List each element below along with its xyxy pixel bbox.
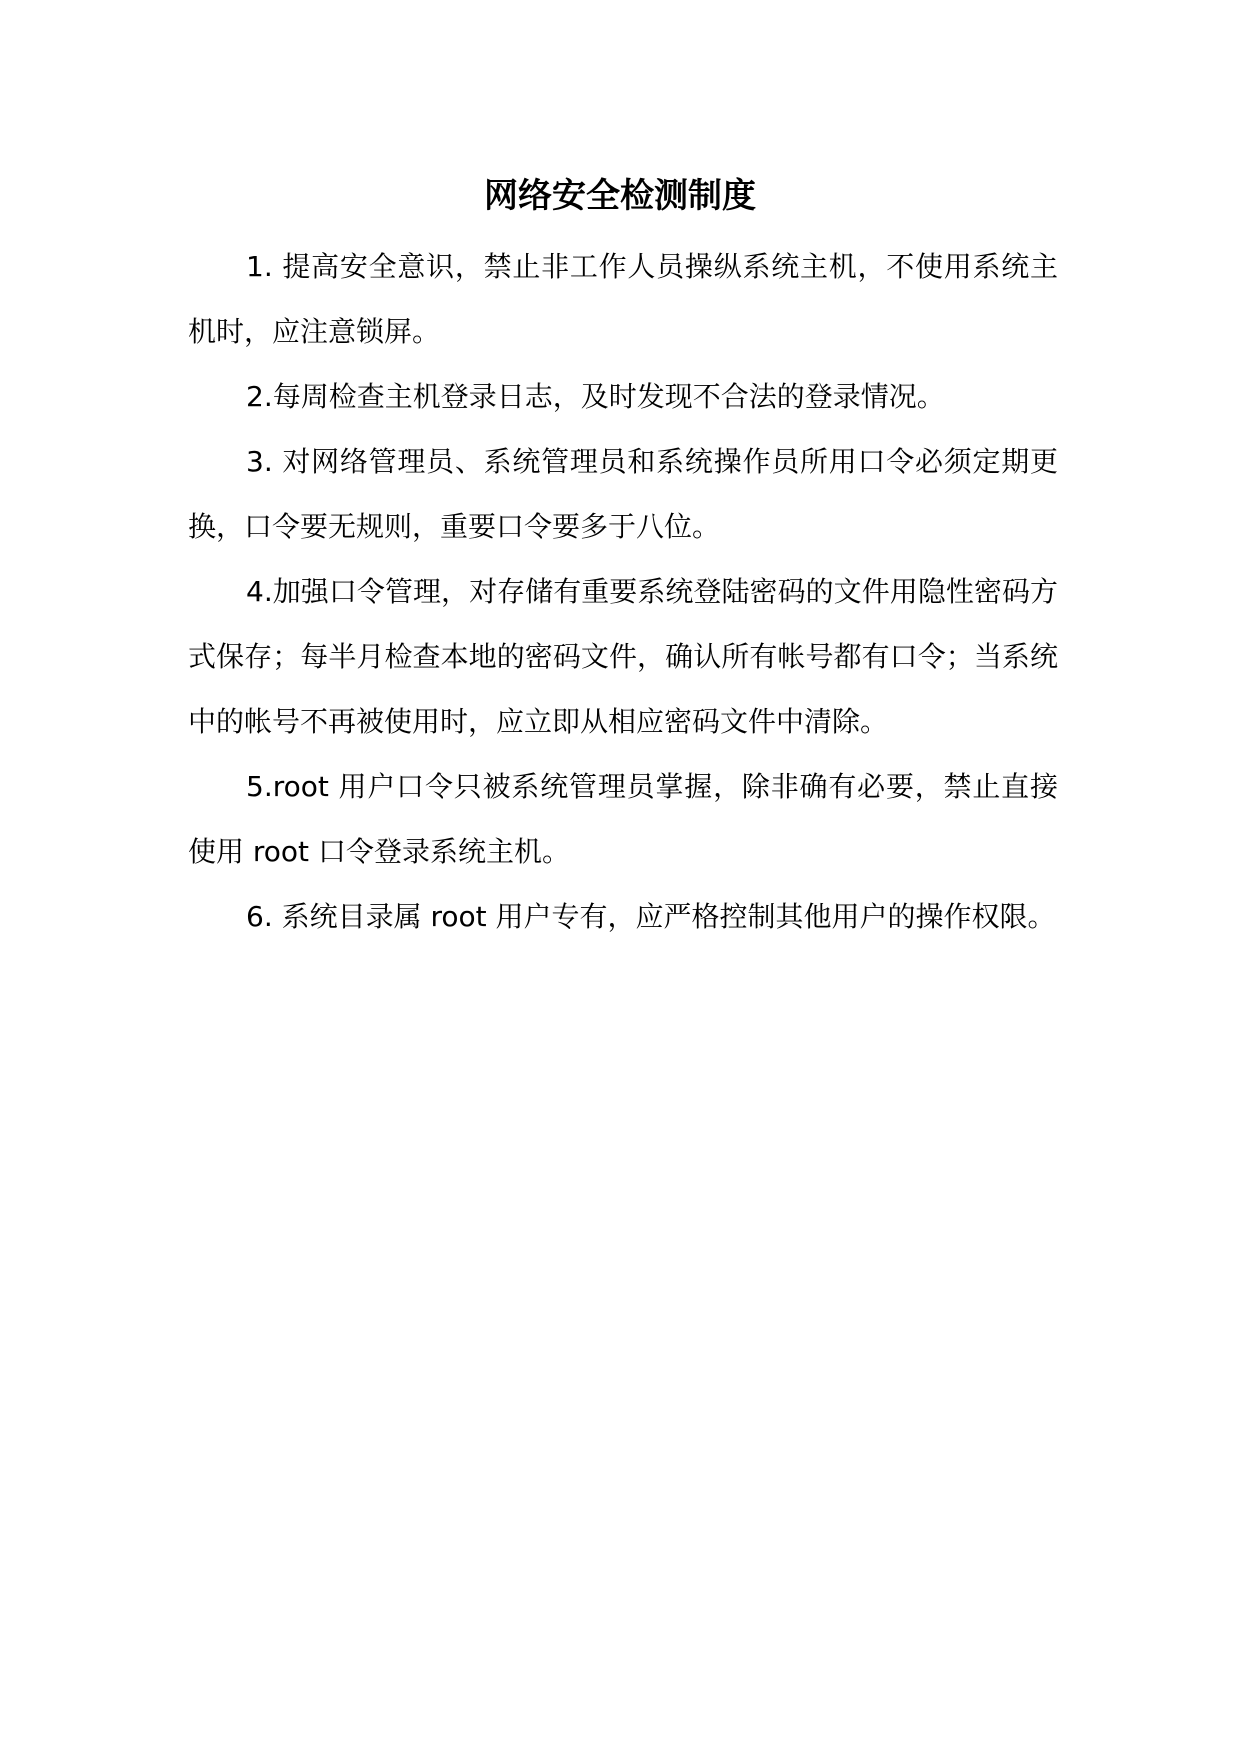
document-title: 网络安全检测制度 xyxy=(484,176,756,216)
paragraph-6: 6. 系统目录属 root 用户专有，应严格控制其他用户的操作权限。 xyxy=(246,900,1056,933)
document-body xyxy=(188,234,1058,949)
paragraph-5: 5.root 用户口令只被系统管理员掌握，除非确有必要，禁止直接使用 root 口令登录系统主机。 xyxy=(188,770,1058,868)
paragraph-4: 4.加强口令管理，对存储有重要系统登陆密码的文件用隐性密码方式保存；每半月检查本地的密码文件，确认所有帐号都有口令；当系统中的帐号不再被使用时，应立即从相应密码文件中清除。 xyxy=(188,575,1058,738)
paragraph-3: 3. 对网络管理员、系统管理员和系统操作员所用口令必须定期更换，口令要无规则，重要口令要多于八位。 xyxy=(188,445,1058,543)
paragraph-1: 1. 提高安全意识，禁止非工作人员操纵系统主机，不使用系统主机时，应注意锁屏。 xyxy=(188,250,1058,348)
paragraph-2: 2.每周检查主机登录日志，及时发现不合法的登录情况。 xyxy=(246,380,945,413)
